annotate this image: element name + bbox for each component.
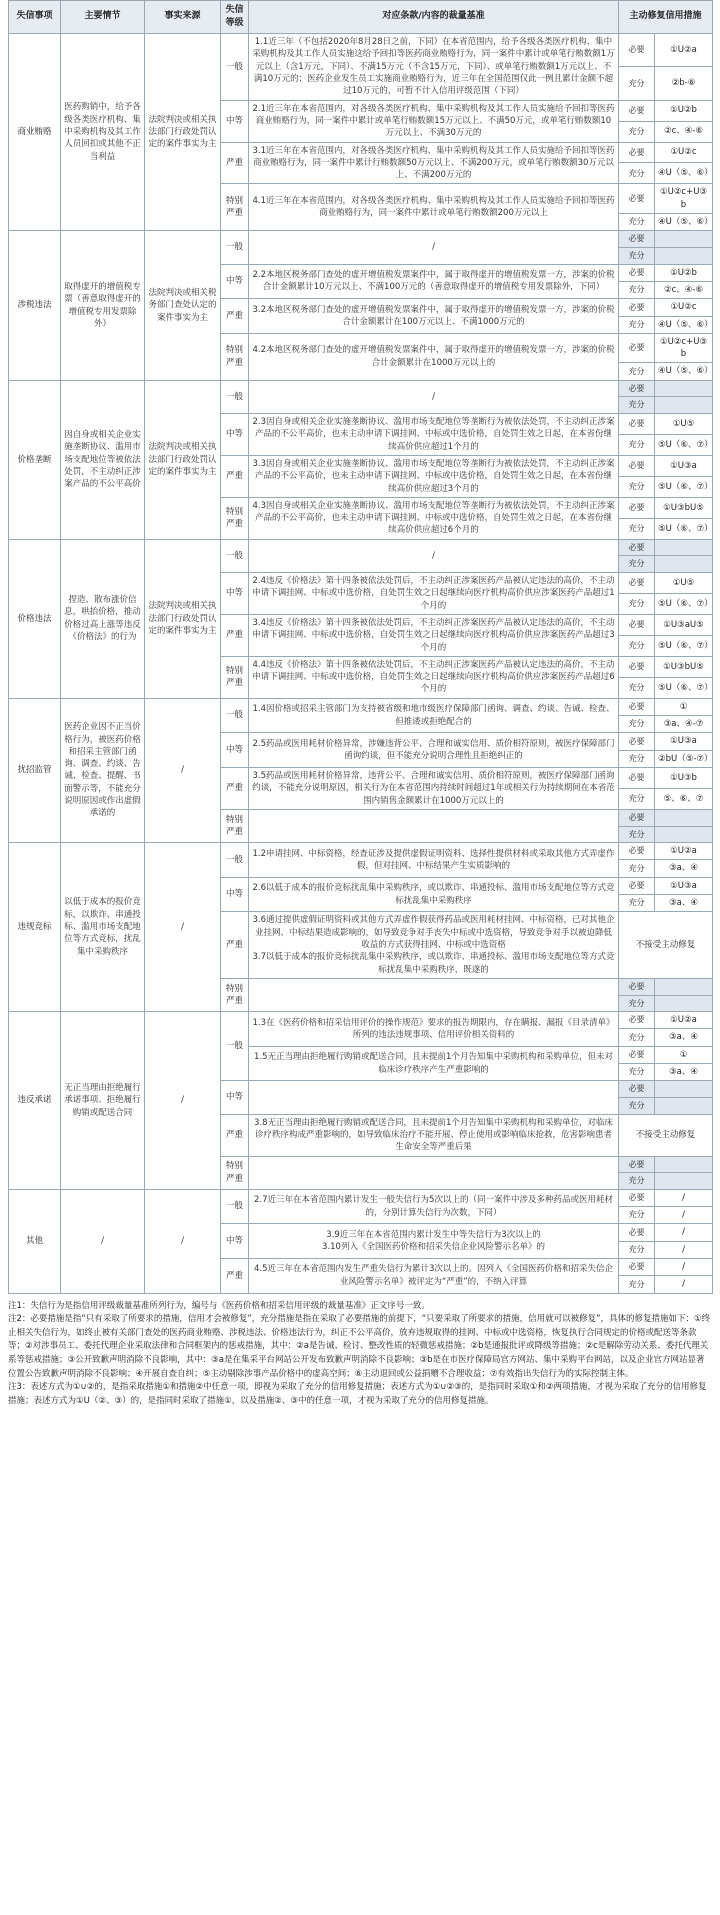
label-sufficient: 充分 <box>619 1173 655 1190</box>
header-cell: 主动修复信用措施 <box>619 1 713 34</box>
label-required: 必要 <box>619 733 655 750</box>
required-measure: ①U②b <box>655 264 713 281</box>
criterion: 4.4违反《价格法》第十四条被依法处罚后，不主动纠正涉案医药产品被认定违法的高价，不主动申请下调挂网、中标或中选价格，自处罚生效之日起继续向医疗机构高价供应涉案医药产品超过6个月的 <box>249 656 619 698</box>
label-required: 必要 <box>619 231 655 248</box>
required-measure: / <box>655 1224 713 1241</box>
label-required: 必要 <box>619 768 655 789</box>
credit-level: 一般 <box>221 231 249 264</box>
required-measure: / <box>655 1258 713 1275</box>
credit-level: 一般 <box>221 1189 249 1224</box>
sufficient-measure: ③a、④ <box>655 895 713 912</box>
label-sufficient: 充分 <box>619 518 655 539</box>
sufficient-measure: ⑤U（⑥、⑦） <box>655 434 713 455</box>
criterion: 3.3因自身或相关企业实施垄断协议、滥用市场支配地位等垄断行为被依法处罚，不主动纠正涉案产品的不公平高价，也未主动申请下调挂网、中标或中选价格，自处罚生效之日起，在本省份继续高价供应超过3个月的 <box>249 455 619 497</box>
criterion: 1.1近三年（不包括2020年8月28日之前，下同）在本省范围内，给予各级各类医疗机构、集中采购机构及其工作人员实施这给予回扣等医药商业贿赂行为，同一案件中累计或单笔行贿数额1万元以上（含1万元，下同）、不满15万元（不含15万元，下同）、或单笔行贿数额1万元以上、不满10万元的；医药企业发生员工实施商业贿赂行为，近三年在全国范围仅此一例且累计金额不超过10万元的，可暂不计入信用评级范围（下同） <box>249 34 619 101</box>
required-measure: ①U③bU⑤ <box>655 656 713 677</box>
label-required: 必要 <box>619 184 655 214</box>
note-1: 注1：失信行为是指信用评级裁量基准所列行为，编号与《医药价格和招采信用评级的裁量基准》正文序号一致。 <box>8 1300 430 1311</box>
label-required: 必要 <box>619 34 655 67</box>
criterion: 3.2本地区税务部门查处的虚开增值税发票案件中，属于取得虚开的增值税发票一方，涉案的价税合计金额累计在100万元以上、不满1000万元的 <box>249 299 619 334</box>
criterion: / <box>249 539 619 572</box>
credit-level: 一般 <box>221 539 249 572</box>
label-required: 必要 <box>619 1224 655 1241</box>
sufficient-measure: ④U（⑤、⑥） <box>655 363 713 380</box>
label-sufficient: 充分 <box>619 556 655 573</box>
required-measure: ① <box>655 1046 713 1063</box>
label-required: 必要 <box>619 1046 655 1063</box>
sufficient-measure: ②bU（⑤-⑦） <box>655 750 713 767</box>
item-name: 涉税违法 <box>9 231 61 380</box>
credit-level: 中等 <box>221 100 249 142</box>
criterion <box>249 809 619 842</box>
criterion: 1.2申请挂网、中标资格，经查证涉及提供虚假证明资料、选择性提供材料或采取其他方式弄虚作假，但对挂网、中标结果产生实质影响的 <box>249 843 619 878</box>
sufficient-measure: ③a、④ <box>655 860 713 877</box>
table-row <box>9 380 713 397</box>
table-row <box>9 539 713 556</box>
sufficient-measure: ⑤U（⑥、⑦） <box>655 677 713 698</box>
label-required: 必要 <box>619 333 655 363</box>
note-3: 注3：表述方式为①∪②的，是指采取措施①和措施②中任意一项，即视为采取了充分的信用修复措施；表述方式为①∪②③的，是指同时采取①和②两项措施，才视为采取了充分的信用修复措施；表述方式为①U（②、③）的，是指同时采取了措施①，以及措施②、③中的任意一项，才视为采取了充分的信用修复措施。 <box>8 1382 707 1406</box>
label-sufficient: 充分 <box>619 316 655 333</box>
criterion: 3.8无正当理由拒绝履行购销或配送合同，且未提前1个月告知集中采购机构和采购单位，对临床诊疗秩序构成严重影响的，如导致临床治疗不能开展、停止使用或影响临床抢救，危害影响患者生命安全等严重后果 <box>249 1114 619 1156</box>
sufficient-measure: ⑤U（⑥、⑦） <box>655 476 713 497</box>
credit-level: 特别严重 <box>221 809 249 842</box>
required-measure: ①U②c+U③b <box>655 333 713 363</box>
criterion <box>249 1156 619 1189</box>
criterion: 1.4因价格或招采主管部门为支持被省级和地市级医疗保障部门函询、调查、约谈、告诫、检查、但推诿或拒绝配合的 <box>249 698 619 733</box>
required-measure <box>655 1156 713 1173</box>
sufficient-measure: ②c、④-⑥ <box>655 121 713 142</box>
sufficient-measure <box>655 826 713 843</box>
label-required: 必要 <box>619 572 655 593</box>
item-name: 违规竞标 <box>9 843 61 1012</box>
required-measure: ①U②c <box>655 142 713 163</box>
label-sufficient: 充分 <box>619 1029 655 1046</box>
main-plot: 捏造、散布涨价信息，哄抬价格，推动价格过高上涨等违反《价格法》的行为 <box>61 539 145 698</box>
credit-level: 严重 <box>221 455 249 497</box>
sufficient-measure <box>655 397 713 414</box>
credit-level: 特别严重 <box>221 978 249 1011</box>
criterion: 3.6通过提供虚假证明资料或其他方式弄虚作假获得药品或医用耗材挂网、中标资格，已对其他企业挂网、中标结果造成影响的，如导致竞争对手丧失中标或中选资格，导致竞争对手以被迫降低收益的方式获得挂网、中标或中选资格 3.7以低于成本的报价竞标扰乱集中采购秩序，或以欺诈、串通投标、滥用市场支配地位等方式竞标扰乱集中采购秩序，既遂的 <box>249 912 619 979</box>
sufficient-measure: ⑤U（⑥、⑦） <box>655 518 713 539</box>
label-sufficient: 充分 <box>619 1097 655 1114</box>
criterion: 2.4违反《价格法》第十四条被依法处罚后，不主动纠正涉案医药产品被认定违法的高价，不主动申请下调挂网、中标或中选价格，自处罚生效之日起继续向医疗机构高价供应涉案医药产品超过1个月的 <box>249 572 619 614</box>
credit-level: 严重 <box>221 142 249 184</box>
credit-level: 一般 <box>221 698 249 733</box>
sufficient-measure: / <box>655 1276 713 1293</box>
label-required: 必要 <box>619 1081 655 1098</box>
sufficient-measure: ③a、④-⑦ <box>655 716 713 733</box>
label-sufficient: 充分 <box>619 593 655 614</box>
credit-level: 一般 <box>221 1012 249 1081</box>
criterion: 2.1近三年在本省范围内，对各级各类医疗机构、集中采购机构及其工作人员实施给予回扣等医药商业贿赂行为，同一案件中累计或单笔行贿数额15万元以上、不满50万元，或单笔行贿数额10万元以上、不满30万元的 <box>249 100 619 142</box>
criterion: 4.5近三年在本省范围内发生严重失信行为累计3次以上的。因列入《全国医药价格和招采失信企业风险警示名单》被评定为“严重”的，不纳入评算 <box>249 1258 619 1293</box>
sufficient-measure: ⑤U（⑥、⑦） <box>655 635 713 656</box>
credit-level: 严重 <box>221 1258 249 1293</box>
item-name: 价格垄断 <box>9 380 61 539</box>
label-sufficient: 充分 <box>619 995 655 1012</box>
header-row <box>9 1 713 34</box>
main-plot: 医药购销中，给予各级各类医疗机构、集中采购机构及其工作人员回扣或其他不正当利益 <box>61 34 145 231</box>
item-name: 违反承诺 <box>9 1012 61 1190</box>
main-plot: 无正当理由拒绝履行承诺事项、拒绝履行购销或配送合同 <box>61 1012 145 1190</box>
credit-level: 特别严重 <box>221 1156 249 1189</box>
credit-level: 中等 <box>221 733 249 768</box>
fact-source: 法院判决或相关执法部门行政处罚认定的案件事实为主 <box>145 380 221 539</box>
fact-source: / <box>145 698 221 842</box>
label-required: 必要 <box>619 497 655 518</box>
item-name: 价格违法 <box>9 539 61 698</box>
main-plot: / <box>61 1189 145 1293</box>
notes <box>8 1300 712 1409</box>
label-required: 必要 <box>619 843 655 860</box>
criterion: 1.3在《医药价格和招采信用评价的操作规范》要求的报告期限内，存在瞒报、漏报《目录清单》所列的违法违规事项、信用评价相关资料的 <box>249 1012 619 1047</box>
header-cell: 失信等级 <box>221 1 249 34</box>
label-required: 必要 <box>619 264 655 281</box>
criterion: 4.2本地区税务部门查处的虚开增值税发票案件中，属于取得虚开的增值税发票一方，涉案的价税合计金额累计在1000万元以上的 <box>249 333 619 380</box>
credit-level: 中等 <box>221 572 249 614</box>
label-sufficient: 充分 <box>619 397 655 414</box>
sufficient-measure: ③a、④ <box>655 1029 713 1046</box>
label-sufficient: 充分 <box>619 826 655 843</box>
required-measure: ①U③b <box>655 768 713 789</box>
label-sufficient: 充分 <box>619 434 655 455</box>
criterion: 3.9近三年在本省范围内累计发生中等失信行为3次以上的 3.10列入《全国医药价格和招采失信企业风险警示名单》的 <box>249 1224 619 1259</box>
fact-source: / <box>145 843 221 1012</box>
required-measure: ①U②b <box>655 100 713 121</box>
credit-level: 一般 <box>221 380 249 413</box>
label-sufficient: 充分 <box>619 788 655 809</box>
required-measure: ①U③bU⑤ <box>655 497 713 518</box>
label-required: 必要 <box>619 413 655 434</box>
label-required: 必要 <box>619 877 655 894</box>
label-sufficient: 充分 <box>619 1276 655 1293</box>
item-name: 商业贿赂 <box>9 34 61 231</box>
criterion: / <box>249 380 619 413</box>
label-sufficient: 充分 <box>619 247 655 264</box>
credit-level: 中等 <box>221 877 249 912</box>
credit-level: 特别严重 <box>221 656 249 698</box>
fact-source: / <box>145 1012 221 1190</box>
note-2: 注2：必要措施是指“只有采取了所要求的措施，信用才会被修复”，充分措施是指在采取了必要措施的前提下，“只要采取了所要求的措施，信用就可以被修复”，具体的修复措施如下：①终止相关失信行为，如终止被有关部门查处的医药商业贿赂、涉税违法、价格违法行为，纠正不公平高价，放弃违规取得的挂网、中标或中选资格，恢复执行合同规定的价格或配送等条款等；②对涉事员工、委托代理企业采取法律和合同框架内的惩戒措施，其中：②a是告诫、检讨、整改性质的轻微惩戒措施；②b是通报批评或降级等措施；②c是解除劳动关系、委托代理关系等惩戒措施；③公开致歉声明消除不良影响，其中：③a是在集采平台网站公开发布致歉声明消除不良影响；③b是在市医疗保障局官方网站、集中采购平台网站，以及企业官方网站显著位置公告致歉声明消除不良影响；④开展自查自纠；⑤主动剔除涉事产品价格中的虚高空间；⑥主动退回或公益捐赠不合理收益；⑦有效指出失信行为的实际控制主体。 <box>8 1314 711 1379</box>
credit-repair-table <box>8 0 713 1294</box>
fact-source: 法院判决或相关执法部门行政处罚认定的案件事实为主 <box>145 34 221 231</box>
criterion: 3.4违反《价格法》第十四条被依法处罚后，不主动纠正涉案医药产品被认定违法的高价，不主动申请下调挂网、中标或中选价格，自处罚生效之日起继续向医疗机构高价供应涉案医药产品超过3个月的 <box>249 614 619 656</box>
criterion: / <box>249 231 619 264</box>
label-required: 必要 <box>619 698 655 715</box>
label-sufficient: 充分 <box>619 67 655 100</box>
header-cell: 事实来源 <box>145 1 221 34</box>
label-sufficient: 充分 <box>619 1064 655 1081</box>
sufficient-measure: ④U（⑤、⑥） <box>655 214 713 231</box>
sufficient-measure: ②c、④-⑥ <box>655 281 713 298</box>
sufficient-measure <box>655 1097 713 1114</box>
criterion: 3.5药品或医用耗材价格异常，违背公平、合理和诚实信用、质价相符原则，被医疗保障部门函询约谈，不能充分说明原因，相关行为在本省范围内持续时间超过1年或相关行为持续期间在本省范围内销售金额累计在1000万元以上的 <box>249 768 619 810</box>
required-measure: / <box>655 1189 713 1206</box>
credit-level: 中等 <box>221 1081 249 1114</box>
main-plot: 以低于成本的报价竞标，以欺诈、串通投标、滥用市场支配地位等方式竞标，扰乱集中采购秩序 <box>61 843 145 1012</box>
credit-level: 特别严重 <box>221 497 249 539</box>
required-measure: ①U③a <box>655 455 713 476</box>
sufficient-measure: ⑤、⑥、⑦ <box>655 788 713 809</box>
criterion: 2.5药品或医用耗材价格异常，涉嫌违背公平、合理和诚实信用、质价相符原则，被医疗保障部门函询约谈，但不能充分说明合理性且拒绝纠正的 <box>249 733 619 768</box>
table-row <box>9 231 713 248</box>
label-sufficient: 充分 <box>619 281 655 298</box>
credit-level: 一般 <box>221 34 249 101</box>
label-required: 必要 <box>619 100 655 121</box>
sufficient-measure <box>655 995 713 1012</box>
label-sufficient: 充分 <box>619 1241 655 1258</box>
label-sufficient: 充分 <box>619 716 655 733</box>
required-measure <box>655 380 713 397</box>
table-row <box>9 34 713 67</box>
credit-level: 中等 <box>221 1224 249 1259</box>
sufficient-measure <box>655 1173 713 1190</box>
credit-level: 严重 <box>221 1114 249 1156</box>
table-body <box>9 34 713 1294</box>
label-required: 必要 <box>619 539 655 556</box>
required-measure: ①U③aU⑤ <box>655 614 713 635</box>
criterion: 2.3因自身或相关企业实施垄断协议、滥用市场支配地位等垄断行为被依法处罚，不主动纠正涉案产品的不公平高价，也未主动申请下调挂网、中标或中选价格，自处罚生效之日起，在本省份继续高价供应超过1个月的 <box>249 413 619 455</box>
criterion: 3.1近三年在本省范围内，对各级各类医疗机构、集中采购机构及其工作人员实施给予回扣等医药商业贿赂行为，同一案件中累计行贿数额50万元以上、不满200万元，或单笔行贿数额30万元以上、不满200万元的 <box>249 142 619 184</box>
label-required: 必要 <box>619 1156 655 1173</box>
required-measure: ①U⑤ <box>655 572 713 593</box>
criterion: 2.2本地区税务部门查处的虚开增值税发票案件中，属于取得虚开的增值税发票一方，涉案的价税合计金额累计10万元以上、不满100万元的（善意取得虚开的增值税专用发票除外，下同） <box>249 264 619 299</box>
label-required: 必要 <box>619 809 655 826</box>
criterion <box>249 978 619 1011</box>
main-plot: 因自身或相关企业实施垄断协议、滥用市场支配地位等被依法处罚，不主动纠正涉案产品的不公平高价 <box>61 380 145 539</box>
credit-level: 严重 <box>221 768 249 810</box>
label-required: 必要 <box>619 1258 655 1275</box>
fact-source: 法院判决或相关税务部门查处认定的案件事实为主 <box>145 231 221 380</box>
label-sufficient: 充分 <box>619 163 655 184</box>
criterion: 4.1近三年在本省范围内，对各级各类医疗机构、集中采购机构及其工作人员实施给予回扣等医药商业贿赂行为，同一案件中累计或单笔行贿数额200万元以上 <box>249 184 619 231</box>
table-row <box>9 698 713 715</box>
label-required: 必要 <box>619 1189 655 1206</box>
credit-level: 严重 <box>221 912 249 979</box>
item-name: 扰招监管 <box>9 698 61 842</box>
criterion: 2.6以低于成本的报价竞标扰乱集中采购秩序，或以欺诈、串通投标、滥用市场支配地位等方式竞标扰乱集中采购秩序 <box>249 877 619 912</box>
label-sufficient: 充分 <box>619 1207 655 1224</box>
label-required: 必要 <box>619 614 655 635</box>
label-sufficient: 充分 <box>619 214 655 231</box>
criterion: 2.7近三年在本省范围内累计发生一般失信行为5次以上的（同一案件中涉及多种药品或医用耗材的，分别计算失信行为次数，下同） <box>249 1189 619 1224</box>
repair-measure: 不接受主动修复 <box>619 912 713 979</box>
sufficient-measure: ②b-⑥ <box>655 67 713 100</box>
credit-level: 中等 <box>221 413 249 455</box>
required-measure: ①U②a <box>655 843 713 860</box>
criterion <box>249 1081 619 1114</box>
criterion: 4.3因自身或相关企业实施垄断协议、滥用市场支配地位等垄断行为被依法处罚，不主动纠正涉案产品的不公平高价，也未主动申请下调挂网、中标或中选价格，自处罚生效之日起，在本省份继续高价供应超过6个月的 <box>249 497 619 539</box>
required-measure: ①U⑤ <box>655 413 713 434</box>
required-measure <box>655 978 713 995</box>
table-row <box>9 843 713 860</box>
label-required: 必要 <box>619 380 655 397</box>
label-sufficient: 充分 <box>619 476 655 497</box>
credit-level: 严重 <box>221 299 249 334</box>
item-name: 其他 <box>9 1189 61 1293</box>
label-sufficient: 充分 <box>619 635 655 656</box>
required-measure <box>655 1081 713 1098</box>
credit-level: 特别严重 <box>221 184 249 231</box>
sufficient-measure: ④U（⑤、⑥） <box>655 316 713 333</box>
criterion: 1.5无正当理由拒绝履行购销或配送合同，且未提前1个月告知集中采购机构和采购单位，但未对临床诊疗秩序产生严重影响的 <box>249 1046 619 1081</box>
label-required: 必要 <box>619 656 655 677</box>
label-required: 必要 <box>619 1012 655 1029</box>
header-cell: 对应条款/内容的裁量基准 <box>249 1 619 34</box>
label-required: 必要 <box>619 142 655 163</box>
repair-measure: 不接受主动修复 <box>619 1114 713 1156</box>
sufficient-measure: ③a、④ <box>655 1064 713 1081</box>
label-sufficient: 充分 <box>619 750 655 767</box>
label-sufficient: 充分 <box>619 121 655 142</box>
credit-level: 中等 <box>221 264 249 299</box>
credit-level: 特别严重 <box>221 333 249 380</box>
header-cell: 主要情节 <box>61 1 145 34</box>
required-measure: ①U③a <box>655 877 713 894</box>
main-plot: 医药企业因不正当价格行为，被医药价格和招采主管部门函询、调查、约谈、告诫、检查、提醒、书面警示等，不能充分说明原因或作出虚假承诺的 <box>61 698 145 842</box>
credit-level: 一般 <box>221 843 249 878</box>
label-sufficient: 充分 <box>619 363 655 380</box>
sufficient-measure <box>655 556 713 573</box>
required-measure <box>655 539 713 556</box>
sufficient-measure: ④U（⑤、⑥） <box>655 163 713 184</box>
main-plot: 取得虚开的增值税专票（善意取得虚开的增值税专用发票除外） <box>61 231 145 380</box>
fact-source: / <box>145 1189 221 1293</box>
label-sufficient: 充分 <box>619 895 655 912</box>
label-sufficient: 充分 <box>619 860 655 877</box>
label-required: 必要 <box>619 978 655 995</box>
required-measure: ①U②a <box>655 1012 713 1029</box>
table-row <box>9 1189 713 1206</box>
credit-level: 严重 <box>221 614 249 656</box>
table-row <box>9 1012 713 1029</box>
header-cell: 失信事项 <box>9 1 61 34</box>
required-measure: ①U②c <box>655 299 713 316</box>
sufficient-measure <box>655 247 713 264</box>
required-measure: ①U③a <box>655 733 713 750</box>
required-measure <box>655 809 713 826</box>
sufficient-measure: ⑤U（⑥、⑦） <box>655 593 713 614</box>
required-measure <box>655 231 713 248</box>
sufficient-measure: / <box>655 1207 713 1224</box>
required-measure: ① <box>655 698 713 715</box>
required-measure: ①U②c+U③b <box>655 184 713 214</box>
label-required: 必要 <box>619 299 655 316</box>
label-sufficient: 充分 <box>619 677 655 698</box>
sufficient-measure: / <box>655 1241 713 1258</box>
required-measure: ①U②a <box>655 34 713 67</box>
fact-source: 法院判决或相关执法部门行政处罚认定的案件事实为主 <box>145 539 221 698</box>
label-required: 必要 <box>619 455 655 476</box>
